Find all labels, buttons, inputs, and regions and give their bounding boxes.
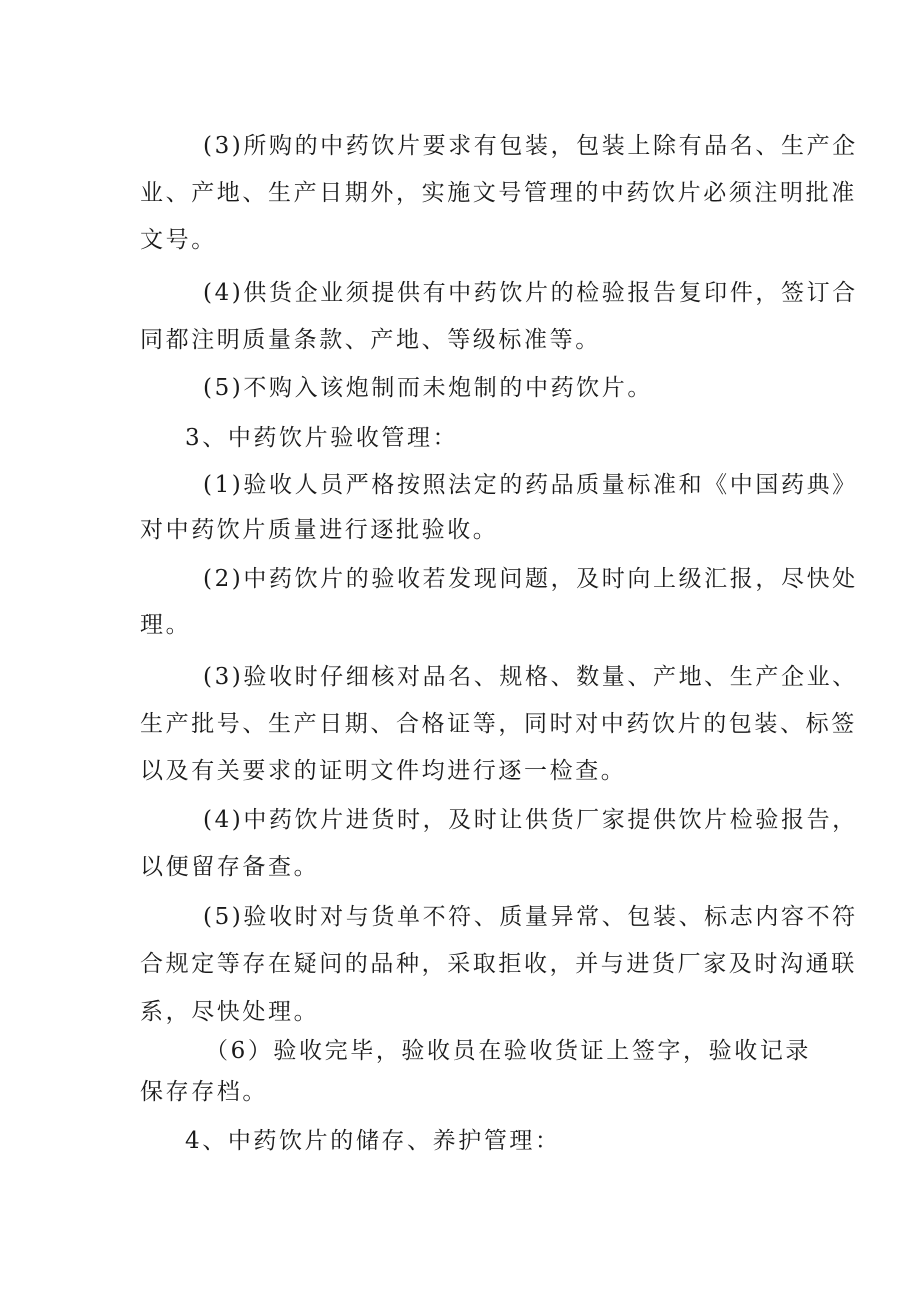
- paragraph-acceptance-4-line-1: (4)中药饮片进货时，及时让供货厂家提供饮片检验报告，: [203, 807, 858, 833]
- section-heading-storage: 4、中药饮片的储存、养护管理：: [185, 1128, 561, 1154]
- paragraph-acceptance-3-line-3: 以及有关要求的证明文件均进行逐一检查。: [140, 758, 627, 784]
- paragraph-acceptance-5-line-3: 系，尽快处理。: [140, 999, 320, 1025]
- paragraph-acceptance-2-line-1: (2)中药饮片的验收若发现问题，及时向上级汇报，尽快处: [203, 566, 858, 592]
- paragraph-acceptance-6-line-2: 保存存档。: [140, 1079, 268, 1105]
- paragraph-acceptance-4-line-2: 以便留存备查。: [140, 854, 320, 880]
- paragraph-purchase-4-line-2: 同都注明质量条款、产地、等级标准等。: [140, 327, 601, 353]
- paragraph-acceptance-3-line-1: (3)验收时仔细核对品名、规格、数量、产地、生产企业、: [203, 664, 858, 690]
- section-heading-acceptance: 3、中药饮片验收管理：: [185, 425, 459, 451]
- paragraph-acceptance-6-line-1: （6）验收完毕，验收员在验收货证上签字，验收记录: [205, 1038, 812, 1064]
- paragraph-purchase-5-line-1: (5)不购入该炮制而未炮制的中药饮片。: [203, 375, 653, 401]
- paragraph-purchase-4-line-1: (4)供货企业须提供有中药饮片的检验报告复印件，签订合: [203, 280, 858, 306]
- paragraph-purchase-3-line-2: 业、产地、生产日期外，实施文号管理的中药饮片必须注明批准: [140, 180, 857, 206]
- paragraph-acceptance-2-line-2: 理。: [140, 612, 192, 638]
- paragraph-acceptance-1-line-2: 对中药饮片质量进行逐批验收。: [140, 517, 499, 543]
- paragraph-acceptance-3-line-2: 生产批号、生产日期、合格证等，同时对中药饮片的包装、标签: [140, 711, 857, 737]
- paragraph-acceptance-1-line-1: (1)验收人员严格按照法定的药品质量标准和《中国药典》: [203, 472, 858, 498]
- paragraph-acceptance-5-line-1: (5)验收时对与货单不符、质量异常、包装、标志内容不符: [203, 904, 858, 930]
- paragraph-acceptance-5-line-2: 合规定等存在疑问的品种，采取拒收，并与进货厂家及时沟通联: [140, 951, 857, 977]
- paragraph-purchase-3-line-1: (3)所购的中药饮片要求有包装，包装上除有品名、生产企: [203, 133, 858, 159]
- paragraph-purchase-3-line-3: 文号。: [140, 227, 217, 253]
